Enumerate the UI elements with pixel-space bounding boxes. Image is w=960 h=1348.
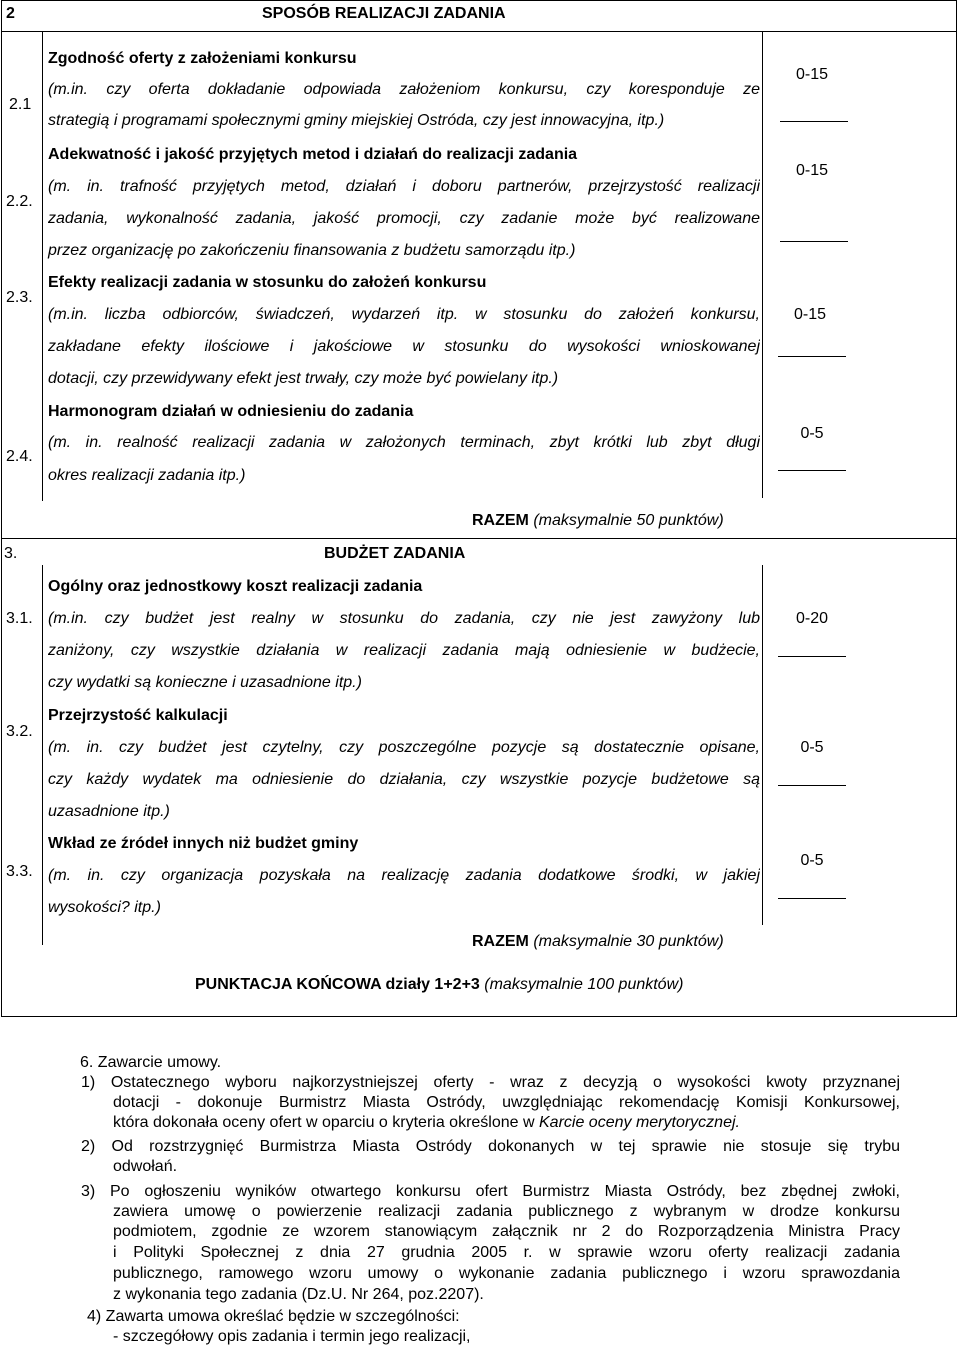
- item-heading: Zgodność oferty z założeniami konkursu: [48, 50, 357, 67]
- item-description-line: (m.in. czy oferta dokładanie odpowiada założeniom konkursu, czy koresponduje ze: [48, 81, 760, 98]
- paragraph-emphasis: Karcie oceny merytorycznej.: [539, 1114, 740, 1131]
- paragraph-text: która dokonała oceny ofert w oparciu o kryteria określone w: [113, 1114, 535, 1131]
- body-heading: 6. Zawarcie umowy.: [80, 1054, 222, 1071]
- item-description-line: strategią i programami społecznymi gminy miejskiej Ostróda, czy jest innowacyjna, itp.): [48, 112, 665, 129]
- item-heading: Efekty realizacji zadania w stosunku do założeń konkursu: [48, 274, 487, 291]
- paragraph-line: [113, 1113, 740, 1132]
- item-heading: Wkład ze źródeł innych niż budżet gminy: [48, 835, 359, 852]
- item-heading: Harmonogram działań w odniesieniu do zadania: [48, 403, 414, 420]
- paragraph-line: z wykonania tego zadania (Dz.U. Nr 264, poz.2207).: [113, 1286, 484, 1303]
- item-description-line: czy wydatki są konieczne i uzasadnione itp.): [48, 674, 362, 691]
- total-note: (maksymalnie 30 punktów): [533, 933, 724, 950]
- column-divider: [762, 565, 763, 925]
- item-number: 2.2.: [6, 193, 33, 210]
- paragraph-line: dotacji - dokonuje Burmistrz Miasta Ostródy, uwzględniając rekomendację Komisji Konkursowej,: [113, 1094, 900, 1111]
- section-title: BUDŻET ZADANIA: [324, 545, 466, 562]
- item-number: 2.1: [9, 96, 32, 113]
- score-range: 0-5: [800, 739, 824, 756]
- score-blank: [778, 356, 846, 357]
- row-divider: [1, 31, 957, 32]
- row-divider: [1, 538, 957, 539]
- paragraph-line: publicznego, ramowego wzoru umowy o wykonanie zadania publicznego i wzoru sprawozdania: [113, 1265, 900, 1282]
- item-description-line: uzasadnione itp.): [48, 803, 170, 820]
- item-description-line: dotacji, czy przewidywany efekt jest trwały, czy może być powielany itp.): [48, 370, 559, 387]
- item-heading: Adekwatność i jakość przyjętych metod i działań do realizacji zadania: [48, 146, 578, 163]
- score-range: 0-5: [800, 852, 824, 869]
- item-description-line: zaniżony, czy wszystkie działania w realizacji zadania mają odniesienie w budżecie,: [48, 642, 760, 659]
- item-description-line: zakładane efekty ilościowe i jakościowe w stosunku do wysokości wnioskowanej: [48, 338, 760, 355]
- item-description-line: okres realizacji zadania itp.): [48, 467, 246, 484]
- score-range: 0-15: [793, 306, 827, 323]
- section-title: SPOSÓB REALIZACJI ZADANIA: [262, 5, 506, 22]
- final-note: (maksymalnie 100 punktów): [484, 976, 684, 993]
- paragraph-line: i Polityki Społecznej z dnia 27 grudnia 2005 r. w sprawie wzoru oferty realizacji zadania: [113, 1244, 900, 1261]
- score-blank: [778, 898, 846, 899]
- score-blank: [780, 241, 848, 242]
- section-number: 2: [6, 5, 15, 22]
- total-label: RAZEM: [472, 512, 529, 529]
- column-divider: [42, 31, 43, 501]
- score-range: 0-5: [800, 425, 824, 442]
- score-blank: [778, 470, 846, 471]
- item-heading: Przejrzystość kalkulacji: [48, 707, 228, 724]
- item-heading: Ogólny oraz jednostkowy koszt realizacji zadania: [48, 578, 423, 595]
- item-description-line: czy każdy wydatek ma odniesienie do działania, czy wszystkie pozycje budżetowe są: [48, 771, 760, 788]
- paragraph-line: 2) Od rozstrzygnięć Burmistrza Miasta Ostródy dokonanych w tej sprawie nie stosuje się trybu: [81, 1138, 900, 1155]
- paragraph-line: - szczegółowy opis zadania i termin jego realizacji,: [113, 1328, 471, 1345]
- section-number: 3.: [4, 545, 18, 562]
- item-number: 2.4.: [6, 448, 33, 465]
- final-score: [195, 975, 683, 995]
- score-range: 0-20: [795, 610, 829, 627]
- item-number: 2.3.: [6, 289, 33, 306]
- paragraph-line: 4) Zawarta umowa określać będzie w szczególności:: [87, 1308, 460, 1325]
- total-note: (maksymalnie 50 punktów): [533, 512, 724, 529]
- section-total: [472, 511, 724, 531]
- total-label: RAZEM: [472, 933, 529, 950]
- item-description-line: (m. in. realność realizacji zadania w założonych terminach, zbyt krótki lub zbyt długi: [48, 434, 760, 451]
- score-blank: [778, 785, 846, 786]
- paragraph-line: podmiotem, zgodnie ze wzorem stanowiącym załącznik nr 2 do Rozporządzenia Ministra Pracy: [113, 1223, 900, 1240]
- section-total: [472, 932, 724, 952]
- item-description-line: (m. in. czy budżet jest czytelny, czy poszczególne pozycje są dostatecznie opisane,: [48, 739, 760, 756]
- column-divider: [42, 565, 43, 945]
- item-description-line: (m. in. czy organizacja pozyskała na realizację zadania dodatkowe środki, w jakiej: [48, 867, 760, 884]
- score-range: 0-15: [795, 66, 829, 83]
- item-description-line: przez organizację po zakończeniu finansowania z budżetu samorządu itp.): [48, 242, 576, 259]
- paragraph-line: 3) Po ogłoszeniu wyników otwartego konkursu ofert Burmistrz Miasta Ostródy, bez zbędnej zwłoki,: [81, 1183, 900, 1200]
- item-number: 3.1.: [6, 610, 33, 627]
- item-description-line: wysokości? itp.): [48, 899, 161, 916]
- score-range: 0-15: [795, 162, 829, 179]
- paragraph-line: 1) Ostatecznego wyboru najkorzystniejszej oferty - wraz z decyzją o wysokości kwoty przyznanej: [81, 1074, 900, 1091]
- final-label: PUNKTACJA KOŃCOWA działy 1+2+3: [195, 976, 480, 993]
- paragraph-line: zawiera umowę o powierzenie realizacji zadania publicznego z wybranym w drodze konkursu: [113, 1203, 900, 1220]
- item-description-line: (m. in. trafność przyjętych metod, działań i doboru partnerów, przejrzystość realizacji: [48, 178, 760, 195]
- item-description-line: zadania, wykonalność zadania, jakość promocji, czy zadanie może być realizowane: [48, 210, 760, 227]
- score-blank: [778, 656, 846, 657]
- paragraph-line: odwołań.: [113, 1158, 178, 1175]
- score-blank: [780, 121, 848, 122]
- item-description-line: (m.in. czy budżet jest realny w stosunku do zadania, czy nie jest zawyżony lub: [48, 610, 760, 627]
- item-number: 3.3.: [6, 863, 33, 880]
- item-description-line: (m.in. liczba odbiorców, świadczeń, wydarzeń itp. w stosunku do założeń konkursu,: [48, 306, 760, 323]
- column-divider: [762, 31, 763, 498]
- item-number: 3.2.: [6, 723, 33, 740]
